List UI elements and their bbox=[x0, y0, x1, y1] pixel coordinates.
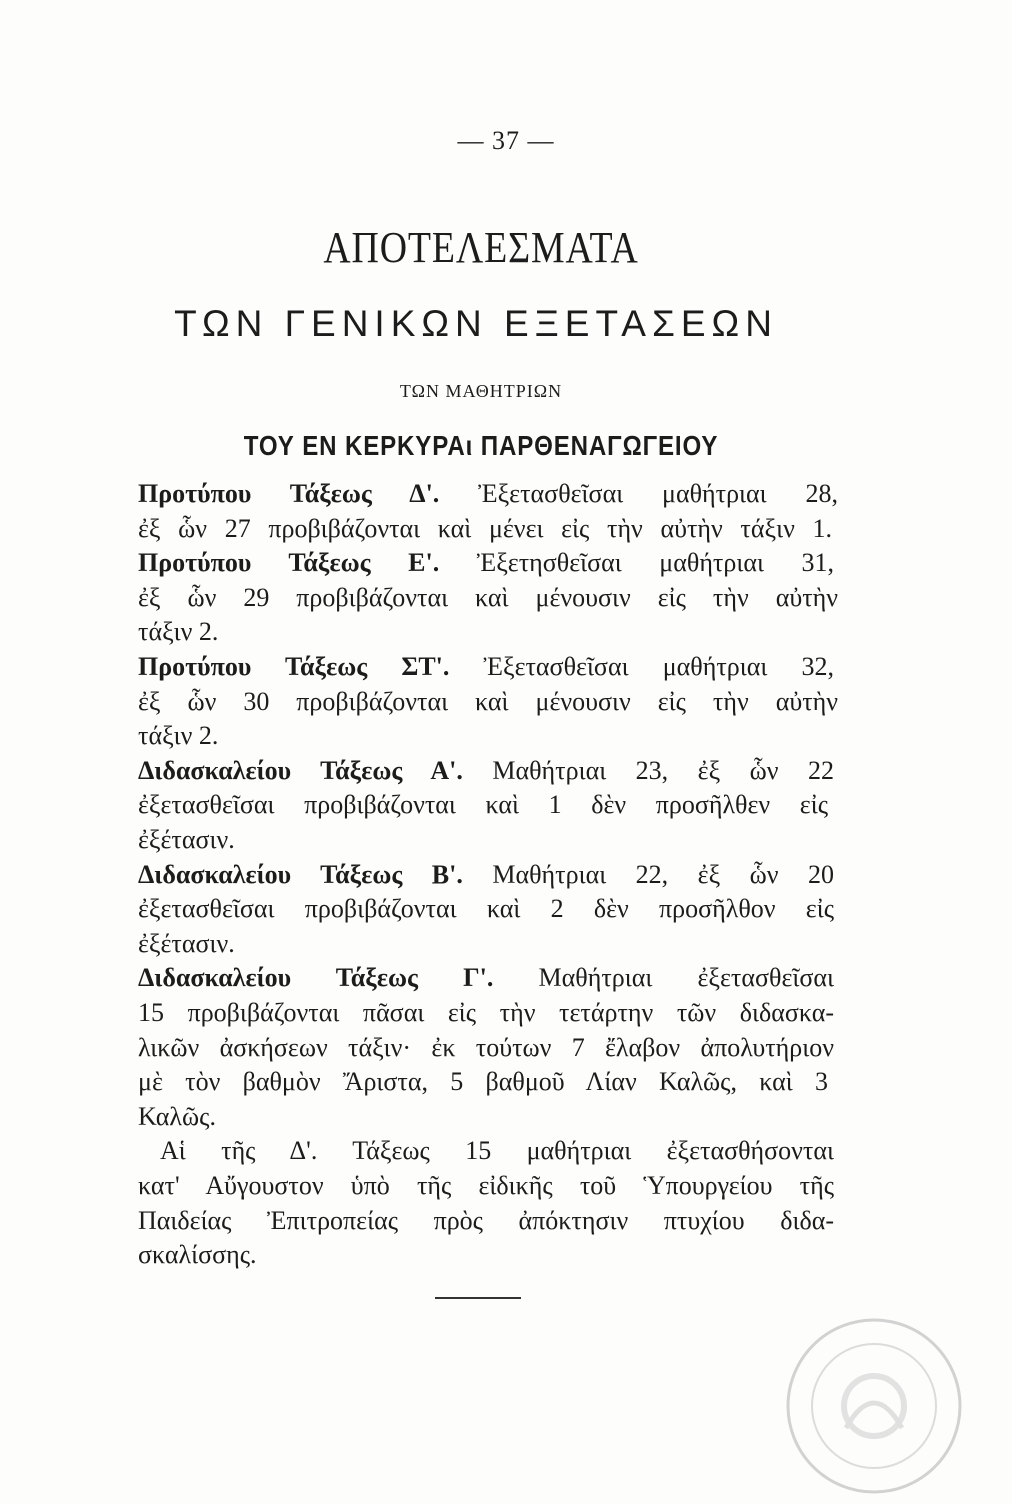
text-line: σκαλίσσης. bbox=[138, 1240, 257, 1270]
text-line: Προτύπου Τάξεως ΣΤ'. Ἐξετασθεῖσαι μαθήτριαι 32, bbox=[138, 652, 834, 681]
page-number: — 37 — bbox=[457, 126, 555, 155]
text-line: Καλῶς. bbox=[138, 1101, 216, 1131]
students-heading: ΤΩΝ ΜΑΘΗΤΡΙΩΝ bbox=[399, 381, 563, 401]
page-title: ΑΠΟΤΕΛΕΣΜΑΤΑ bbox=[323, 223, 639, 272]
text-line: ἐξετασθεῖσαι προβιβάζονται καὶ 2 δὲν προσῆλθον εἰς bbox=[138, 894, 834, 924]
text-line: ἐξ ὧν 27 προβιβάζονται καὶ μένει εἰς τὴν αὐτὴν τάξιν 1. bbox=[138, 513, 832, 543]
section-divider bbox=[435, 1297, 521, 1299]
text-line: λικῶν ἀσκήσεων τάξιν· ἐκ τούτων 7 ἔλαβον ἀπολυτήριον bbox=[138, 1032, 834, 1062]
school-heading: ΤΟΥ ΕΝ ΚΕΡΚΥΡΑι ΠΑΡΘΕΝΑΓΩΓΕΙΟΥ bbox=[243, 430, 719, 461]
text-line: Διδασκαλείου Τάξεως Γ'. Μαθήτριαι ἐξετασθεῖσαι bbox=[138, 963, 835, 993]
text-line: Αἱ τῆς Δ'. Τάξεως 15 μαθήτριαι ἐξετασθήσονται bbox=[160, 1136, 834, 1166]
text-line: Παιδείας Ἐπιτροπείας πρὸς ἀπόκτησιν πτυχίου διδα- bbox=[138, 1205, 834, 1235]
text-line: ἐξ ὧν 29 προβιβάζονται καὶ μένουσιν εἰς τὴν αὐτὴν bbox=[138, 582, 838, 612]
text-line: Διδασκαλείου Τάξεως Β'. Μαθήτριαι 22, ἐξ ὧν 20 bbox=[138, 859, 834, 889]
text-line: Προτύπου Τάξεως Ε'. Ἐξετησθεῖσαι μαθήτριαι 31, bbox=[138, 548, 834, 578]
text-line: Προτύπου Τάξεως Δ'. Ἐξετασθεῖσαι μαθήτριαι 28, bbox=[138, 479, 838, 508]
text-line: μὲ τὸν βαθμὸν Ἄριστα, 5 βαθμοῦ Λίαν Καλῶς, καὶ 3 bbox=[138, 1067, 828, 1097]
text-line: ἐξέτασιν. bbox=[138, 825, 235, 854]
text-line: τάξιν 2. bbox=[138, 617, 219, 647]
text-line: ἐξετασθεῖσαι προβιβάζονται καὶ 1 δὲν προσῆλθεν εἰς bbox=[138, 790, 828, 820]
page-subtitle: ΤΩΝ ΓΕΝΙΚΩΝ ΕΞΕΤΑΣΕΩΝ bbox=[174, 303, 778, 344]
text-line: 15 προβιβάζονται πᾶσαι εἰς τὴν τετάρτην τῶν διδασκα- bbox=[138, 998, 834, 1027]
text-line: ἐξέτασιν. bbox=[138, 928, 235, 958]
text-line: κατ' Αὔγουστον ὑπὸ τῆς εἰδικῆς τοῦ Ὑπουργείου τῆς bbox=[138, 1171, 834, 1200]
text-line: τάξιν 2. bbox=[138, 721, 219, 751]
text-line: Διδασκαλείου Τάξεως Α'. Μαθήτριαι 23, ἐξ ὧν 22 bbox=[138, 755, 834, 785]
text-line: ἐξ ὧν 30 προβιβάζονται καὶ μένουσιν εἰς τὴν αὐτὴν bbox=[138, 686, 838, 716]
library-stamp-icon bbox=[776, 1308, 972, 1504]
